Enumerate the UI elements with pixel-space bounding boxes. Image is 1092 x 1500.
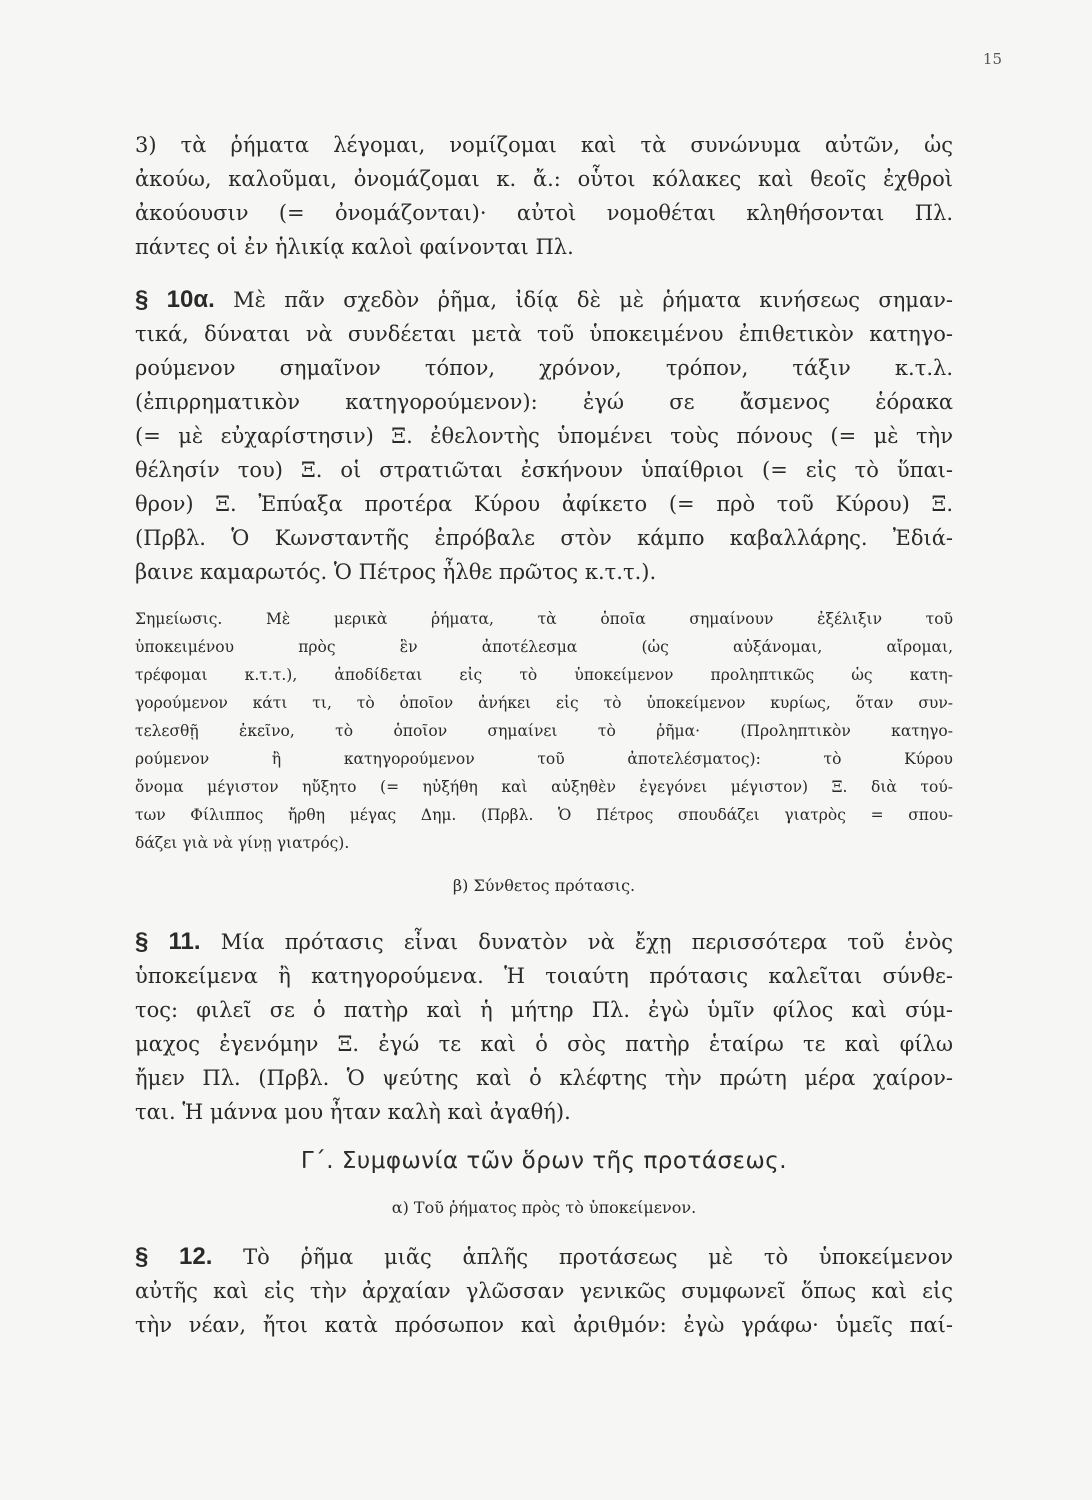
text-line: τὴν νέαν, ἤτοι κατὰ πρόσωπον καὶ ἀριθμόν: ἐγὼ γράφω· ὑμεῖς παί- [135, 1313, 953, 1337]
text-line: 3) τὰ ῥήματα λέγομαι, νομίζομαι καὶ τὰ συνώνυμα αὐτῶν, ὡς [135, 133, 953, 157]
text-line: ὑποκείμενα ἢ κατηγορούμενα. Ἡ τοιαύτη πρότασις καλεῖται σύνθε- [135, 964, 953, 988]
text-line: θέλησίν του) Ξ. οἱ στρατιῶται ἐσκήνουν ὑπαίθριοι (= εἰς τὸ ὕπαι- [135, 458, 953, 482]
text-line: βαινε καμαρωτός. Ὁ Πέτρος ἦλθε πρῶτος κ.τ.τ.). [135, 560, 657, 584]
text-line: § 12. Τὸ ῥῆμα μιᾶς ἁπλῆς προτάσεως μὲ τὸ ὑποκείμενον [135, 1243, 953, 1270]
text-line: πάντες οἱ ἐν ἡλικίᾳ καλοὶ φαίνονται Πλ. [135, 235, 574, 259]
text-line: ἤμεν Πλ. (Πρβλ. Ὁ ψεύτης καὶ ὁ κλέφτης τὴν πρώτη μέρα χαίρον- [135, 1066, 953, 1090]
section-number: § 11. [135, 928, 201, 955]
text-line: Σημείωσις. Μὲ μερικὰ ῥήματα, τὰ ὁποῖα σημαίνουν ἐξέλιξιν τοῦ [135, 610, 953, 628]
text-line: ὑποκειμένου πρὸς ἓν ἀποτέλεσμα (ὡς αὐξάνομαι, αἴρομαι, [135, 638, 953, 656]
subheading-verb-subject: α) Τοῦ ῥήματος πρὸς τὸ ὑποκείμενον. [391, 1198, 697, 1217]
section-number: § 10α. [135, 286, 215, 313]
page-number: 15 [982, 50, 1002, 68]
text-line: ται. Ἡ μάννα μου ἦταν καλὴ καὶ ἀγαθή). [135, 1100, 571, 1124]
text-line: θρον) Ξ. Ἐπύαξα προτέρα Κύρου ἀφίκετο (= πρὸ τοῦ Κύρου) Ξ. [135, 492, 953, 516]
text-line: ἀκούω, καλοῦμαι, ὀνομάζομαι κ. ἄ.: οὗτοι κόλακες καὶ θεοῖς ἐχθροὶ [135, 167, 953, 191]
text-line: (= μὲ εὐχαρίστησιν) Ξ. ἐθελοντὴς ὑπομένει τοὺς πόνους (= μὲ τὴν [135, 424, 953, 448]
text-line: (Πρβλ. Ὁ Κωνσταντῆς ἐπρόβαλε στὸν κάμπο καβαλλάρης. Ἐδιά- [135, 526, 953, 550]
text-line: τελεσθῇ ἐκεῖνο, τὸ ὁποῖον σημαίνει τὸ ῥῆμα· (Προληπτικὸν κατηγο- [135, 722, 953, 740]
paragraph-section-12 [135, 1240, 953, 1342]
text-line: ὄνομα μέγιστον ηὔξητο (= ηὐξήθη καὶ αὐξηθὲν ἐγεγόνει μέγιστον) Ξ. διὰ τού- [135, 778, 953, 796]
text-line: (ἐπιρρηματικὸν κατηγορούμενον): ἐγώ σε ἄσμενος ἑόρακα [135, 390, 953, 414]
text-line: ρούμενον σημαῖνον τόπον, χρόνον, τρόπον, τάξιν κ.τ.λ. [135, 356, 953, 380]
paragraph-verbs-of-saying [135, 128, 953, 264]
section-number: § 12. [135, 1243, 213, 1270]
text-line: των Φίλιππος ἤρθη μέγας Δημ. (Πρβλ. Ὁ Πέτρος σπουδάζει γιατρὸς = σπου- [135, 806, 953, 824]
text-line: μαχος ἐγενόμην Ξ. ἐγώ τε καὶ ὁ σὸς πατὴρ ἑταίρω τε καὶ φίλω [135, 1032, 953, 1056]
text-line: αὐτῆς καὶ εἰς τὴν ἀρχαίαν γλῶσσαν γενικῶς συμφωνεῖ ὅπως καὶ εἰς [135, 1279, 953, 1303]
text-line: § 11. Μία πρότασις εἶναι δυνατὸν νὰ ἔχῃ περισσότερα τοῦ ἑνὸς [135, 928, 953, 955]
paragraph-section-10a [135, 283, 953, 589]
text-line: § 10α. Μὲ πᾶν σχεδὸν ῥῆμα, ἰδίᾳ δὲ μὲ ῥήματα κινήσεως σημαν- [135, 286, 953, 313]
text-line: τος: φιλεῖ σε ὁ πατὴρ καὶ ἡ μήτηρ Πλ. ἐγὼ ὑμῖν φίλος καὶ σύμ- [135, 998, 953, 1022]
text-line: τρέφομαι κ.τ.τ.), ἀποδίδεται εἰς τὸ ὑποκείμενον προληπτικῶς ὡς κατη- [135, 666, 953, 684]
subheading-compound-sentence: β) Σύνθετος πρότασις. [452, 876, 636, 895]
text-line: ἀκούουσιν (= ὀνομάζονται)· αὐτοὶ νομοθέται κληθήσονται Πλ. [135, 201, 953, 225]
note-paragraph [135, 605, 953, 857]
text-line: ρούμενον ἢ κατηγορούμενον τοῦ ἀποτελέσματος): τὸ Κύρου [135, 750, 953, 768]
paragraph-section-11 [135, 925, 953, 1129]
chapter-heading-agreement: Γ΄. Συμφωνία τῶν ὅρων τῆς προτάσεως. [300, 1148, 788, 1174]
text-line: δάζει γιὰ νὰ γίνῃ γιατρός). [135, 834, 350, 852]
text-line: τικά, δύναται νὰ συνδέεται μετὰ τοῦ ὑποκειμένου ἐπιθετικὸν κατηγο- [135, 322, 953, 346]
text-line: γορούμενον κάτι τι, τὸ ὁποῖον ἀνήκει εἰς τὸ ὑποκείμενον κυρίως, ὅταν συν- [135, 694, 953, 712]
